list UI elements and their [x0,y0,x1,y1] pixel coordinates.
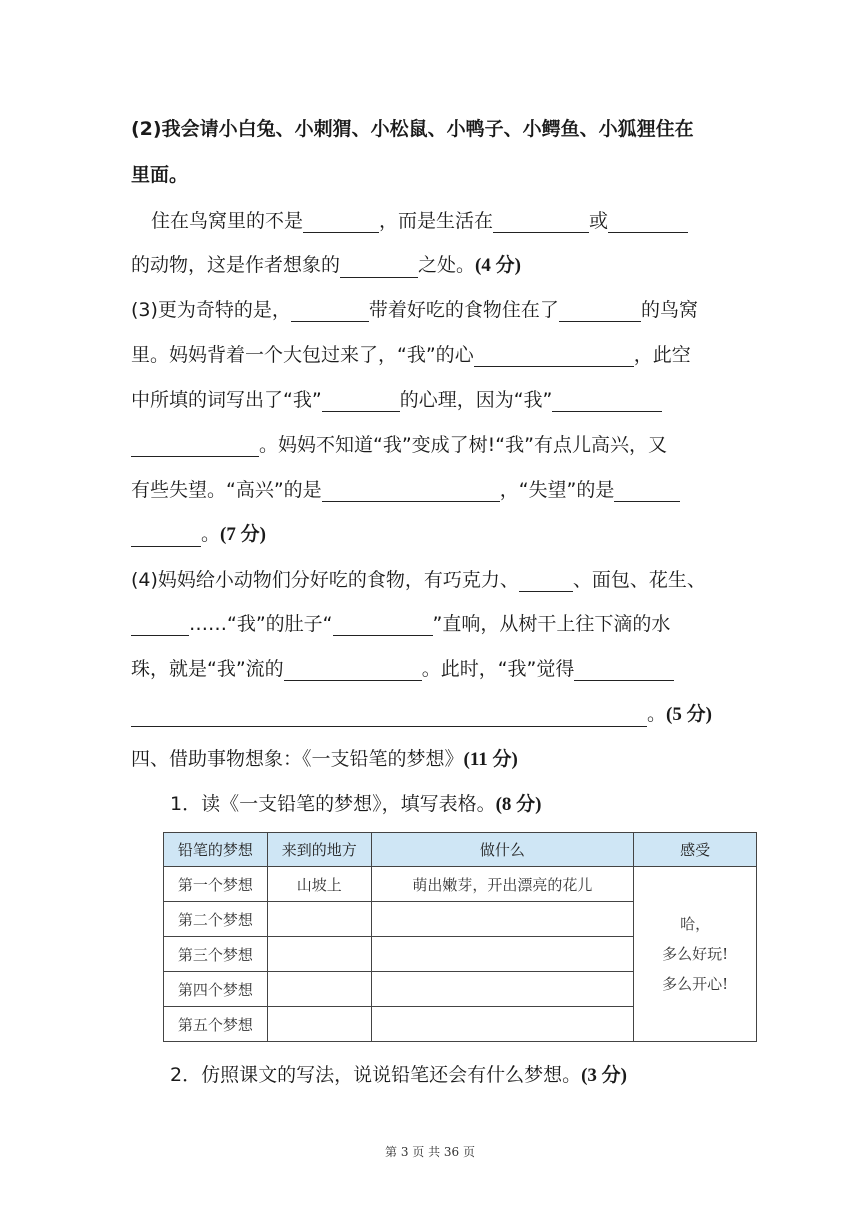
question-3-line-6 [131,522,266,547]
table-cell: 第一个梦想 [164,867,268,902]
section-4-q2 [170,1063,627,1088]
blank-field[interactable] [493,212,589,233]
question-text: 之处。 [418,254,476,276]
table-header: 来到的地方 [267,833,371,867]
score-label: (4 分) [475,255,521,276]
feeling-line: 多么好玩! [662,945,729,963]
section-4-title [131,747,518,772]
question-text: 。 [647,703,667,725]
question-2-line-3 [151,209,688,233]
blank-field[interactable] [559,301,641,322]
question-text: 的心理，因为“我” [399,389,553,411]
question-text: 有些失望。“高兴”的是 [131,479,322,501]
blank-field[interactable] [519,571,573,592]
question-text: 中所填的词写出了“我” [131,389,322,411]
score-label: (7 分) [220,524,266,545]
question-3-line-1 [131,298,698,322]
question-4-line-4 [131,702,712,727]
question-text: 的动物，这是作者想象的 [131,254,341,276]
question-text: 或 [589,210,609,232]
feeling-line: 哈， [680,915,711,933]
question-3-line-4 [131,433,667,457]
question-text: ，而是生活在 [379,210,494,232]
blank-field[interactable] [474,346,634,367]
question-text: ，此空 [633,344,691,366]
blank-field[interactable] [131,526,201,547]
answer-cell[interactable] [267,937,371,972]
question-text: 珠，就是“我”流的 [131,658,284,680]
feeling-cell [634,867,757,1042]
answer-cell[interactable] [371,937,634,972]
question-text: 住在鸟窝里的不是 [151,210,304,232]
question-text: 。妈妈不知道“我”变成了树!“我”有点儿高兴，又 [259,434,667,456]
question-text: (3)更为奇特的是， [131,299,291,321]
answer-cell[interactable] [267,1007,371,1042]
question-3-line-3 [131,388,662,412]
question-text: 里面。 [131,164,189,186]
table-row [164,867,757,902]
question-2-line-4 [131,253,521,278]
question-text: 带着好吃的食物住在了 [368,299,559,321]
table-cell: 第二个梦想 [164,902,268,937]
section-4-q1 [170,792,542,817]
question-4-line-3 [131,657,674,681]
score-label: (8 分) [495,794,542,815]
question-text: 、面包、花生、 [572,569,706,591]
score-label: (3 分) [581,1065,627,1086]
blank-field[interactable] [614,481,680,502]
question-text: 里。妈妈背着一个大包过来了，“我”的心 [131,344,474,366]
blank-field[interactable] [333,615,433,636]
page-footer: 第 3 页 共 36 页 [385,1145,475,1159]
feeling-line: 多么开心! [662,975,729,993]
question-text: 1．读《一支铅笔的梦想》，填写表格。 [170,793,496,815]
table-cell: 第四个梦想 [164,972,268,1007]
table-cell: 萌出嫩芽，开出漂亮的花儿 [371,867,634,902]
blank-field[interactable] [131,706,647,727]
question-text: 。此时，“我”觉得 [421,658,575,680]
table-cell: 第三个梦想 [164,937,268,972]
blank-field[interactable] [340,257,418,278]
question-4-line-2 [131,612,670,636]
table-cell: 第五个梦想 [164,1007,268,1042]
table-header-row [164,833,757,867]
question-text: 2．仿照课文的写法，说说铅笔还会有什么梦想。 [170,1064,582,1086]
table-header: 做什么 [371,833,634,867]
table-cell: 山坡上 [267,867,371,902]
blank-field[interactable] [291,301,369,322]
table-header: 感受 [634,833,757,867]
answer-cell[interactable] [267,972,371,1007]
score-label: (5 分) [666,704,712,725]
answer-cell[interactable] [371,902,634,937]
score-label: (11 分) [463,749,518,770]
blank-field[interactable] [131,615,189,636]
question-text: ，“失望”的是 [499,479,615,501]
blank-field[interactable] [284,660,422,681]
question-2-line-2 [131,163,188,187]
question-3-line-5 [131,478,680,502]
table-header: 铅笔的梦想 [164,833,268,867]
question-text: ……“我”的肚子“ [189,613,333,635]
question-text: 的鸟窝 [640,299,698,321]
answer-cell[interactable] [267,902,371,937]
question-3-line-2 [131,343,691,367]
blank-field[interactable] [574,660,674,681]
question-text: 。 [201,523,221,545]
blank-field[interactable] [303,212,379,233]
blank-field[interactable] [552,391,662,412]
answer-cell[interactable] [371,1007,634,1042]
question-text: ”直响，从树干上往下滴的水 [432,613,671,635]
section-title: 四、借助事物想象：《一支铅笔的梦想》 [131,748,464,770]
blank-field[interactable] [322,391,400,412]
blank-field[interactable] [322,481,500,502]
question-text: (4)妈妈给小动物们分好吃的食物，有巧克力、 [131,569,519,591]
blank-field[interactable] [608,212,688,233]
dream-table [163,832,757,1042]
blank-field[interactable] [131,436,259,457]
question-4-line-1 [131,568,706,592]
answer-cell[interactable] [371,972,634,1007]
question-2-line-1 [131,117,694,141]
question-text: (2)我会请小白兔、小刺猬、小松鼠、小鸭子、小鳄鱼、小狐狸住在 [131,118,694,140]
